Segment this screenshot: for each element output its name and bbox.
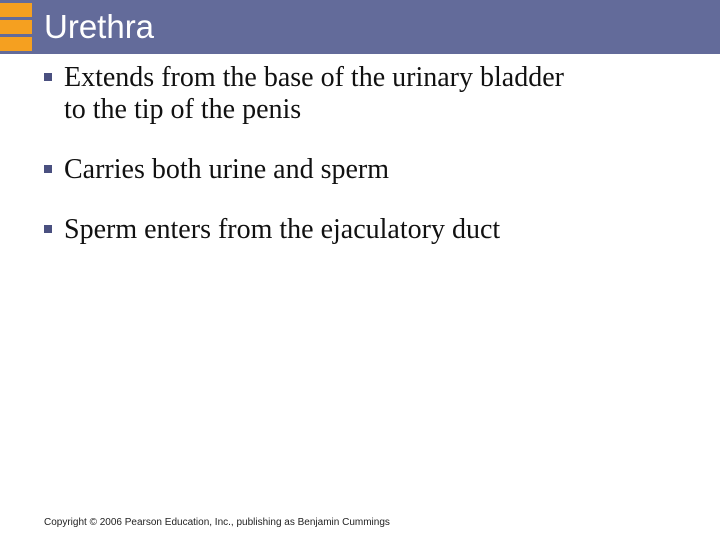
square-bullet-icon xyxy=(44,165,52,173)
square-bullet-icon xyxy=(44,73,52,81)
bullet-list xyxy=(44,62,694,274)
bullet-item xyxy=(44,154,694,186)
bullet-text: Carries both urine and sperm xyxy=(64,154,390,185)
slide-title: Urethra xyxy=(44,8,155,45)
copyright-footer: Copyright © 2006 Pearson Education, Inc., publishing as Benjamin Cummings xyxy=(44,517,390,528)
accent-square-bottom xyxy=(0,37,32,51)
accent-square-top xyxy=(0,3,32,17)
bullet-text: Extends from the base of the urinary bladder xyxy=(64,62,564,93)
bullet-text: Sperm enters from the ejaculatory duct xyxy=(64,214,501,245)
bullet-text-continuation: to the tip of the penis xyxy=(64,94,302,125)
accent-square-middle xyxy=(0,20,32,34)
bullet-item xyxy=(44,214,694,246)
square-bullet-icon xyxy=(44,225,52,233)
bullet-item xyxy=(44,62,694,126)
